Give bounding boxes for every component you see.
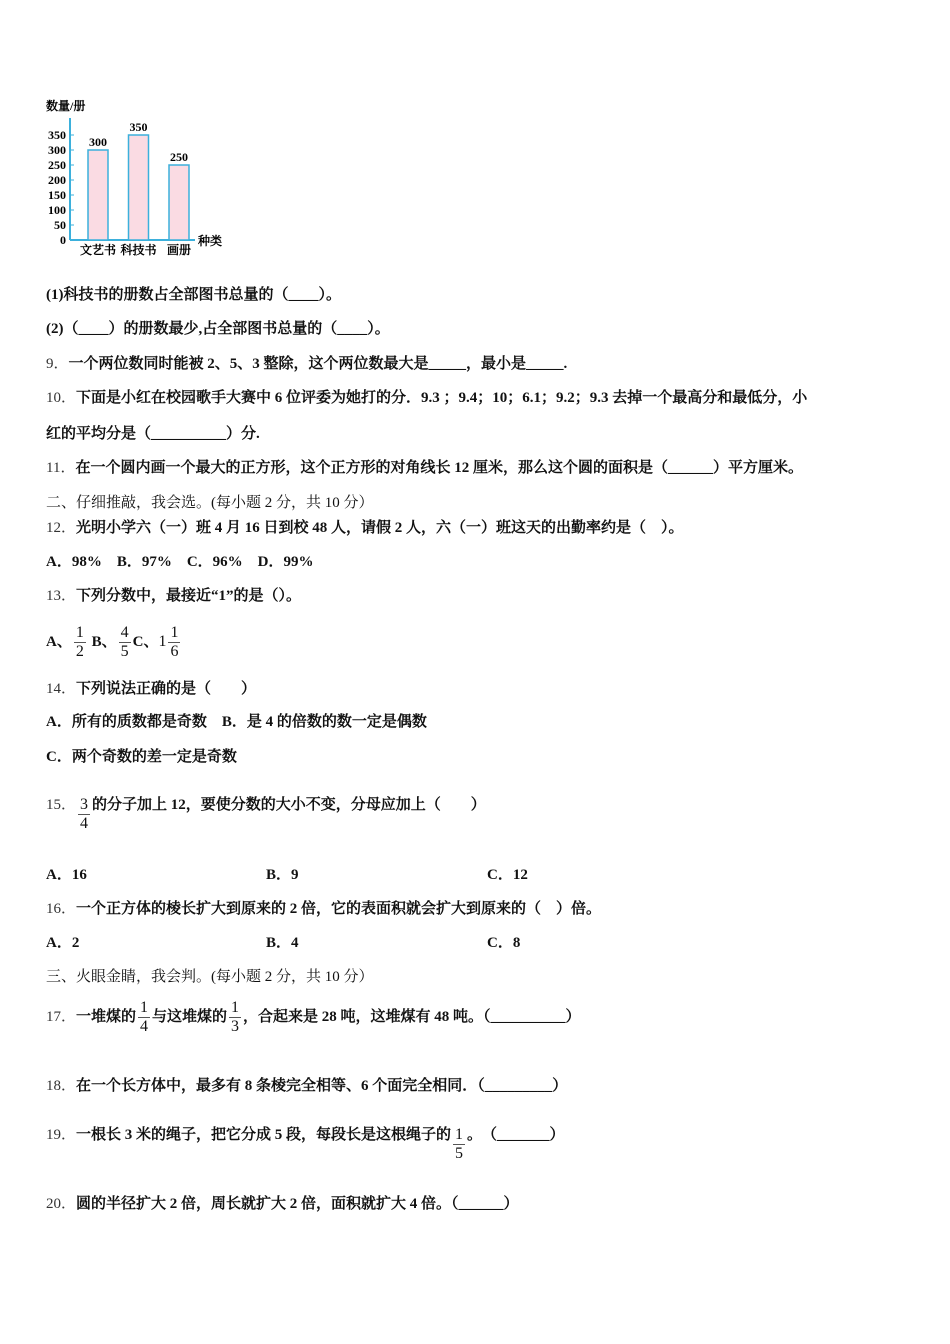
q-text: 下列说法正确的是（ ） xyxy=(76,681,257,697)
question-19 xyxy=(46,1115,565,1162)
q16-option-b: B．4 xyxy=(266,935,299,951)
q-number: 16． xyxy=(46,901,77,917)
fraction xyxy=(119,624,131,661)
question-12 xyxy=(46,518,684,538)
q-text: 光明小学六（一）班 4 月 16 日到校 48 人，请假 2 人，六（一）班这天的出勤率约是（ ）。 xyxy=(76,520,684,536)
q-number: 13． xyxy=(46,588,77,604)
numerator: 1 xyxy=(140,999,149,1017)
q-text: 一堆煤的 xyxy=(76,1009,137,1025)
q-number: 15． xyxy=(46,797,77,813)
q-text: 在一个圆内画一个最大的正方形，这个正方形的对角线长 12 厘米，那么这个圆的面积是（______）平方厘米。 xyxy=(75,460,803,476)
data-label: 250 xyxy=(170,150,188,164)
denominator: 5 xyxy=(455,1145,464,1162)
bar xyxy=(129,135,149,240)
q-text: 一个正方体的棱长扩大到原来的 2 倍，它的表面积就会扩大到原来的（ ）倍。 xyxy=(76,901,602,917)
q15-option-c: C．12 xyxy=(487,867,528,883)
numerator: 1 xyxy=(455,1126,464,1143)
q-number: 19． xyxy=(46,1127,77,1143)
y-tick-label: 200 xyxy=(48,173,66,187)
question-15 xyxy=(46,785,486,832)
question-9 xyxy=(46,354,567,374)
question-17 xyxy=(46,997,581,1037)
option-b-label: B、 xyxy=(91,634,117,650)
y-tick-label: 250 xyxy=(48,158,66,172)
y-axis-label: 数量/册 xyxy=(46,99,86,113)
q16-option-a: A．2 xyxy=(46,935,80,951)
question-10 xyxy=(46,388,807,408)
q8-part2: (2)（____）的册数最少,占全部图书总量的（____）。 xyxy=(46,321,390,337)
data-label: 300 xyxy=(89,135,107,149)
fraction xyxy=(138,999,150,1036)
fraction xyxy=(168,624,180,661)
q-text: 一个两位数同时能被 2、5、3 整除，这个两位数最大是_____，最小是_____. xyxy=(68,356,568,372)
numerator: 1 xyxy=(75,624,84,642)
q-text: 与这堆煤的 xyxy=(152,1009,228,1025)
x-tick-label: 文艺书 xyxy=(79,243,117,257)
bar xyxy=(169,165,189,240)
q-number: 9． xyxy=(46,356,69,372)
denominator: 6 xyxy=(170,643,179,661)
data-label: 350 xyxy=(129,120,148,134)
fraction xyxy=(78,796,90,833)
q-number: 18． xyxy=(46,1078,77,1094)
option-a-label: A、 xyxy=(46,634,72,650)
q-number: 17． xyxy=(46,1009,77,1025)
denominator: 4 xyxy=(80,815,89,832)
section-2-heading: 二、仔细推敲，我会选。(每小题 2 分，共 10 分） xyxy=(46,495,374,511)
q-number: 11． xyxy=(46,460,76,476)
y-tick-label: 300 xyxy=(48,143,66,157)
y-tick-label: 0 xyxy=(60,233,66,247)
q-number: 20． xyxy=(46,1196,77,1212)
section-3-heading: 三、火眼金睛，我会判。(每小题 2 分，共 10 分） xyxy=(46,969,374,985)
whole-number: 1 xyxy=(158,633,167,650)
fraction xyxy=(229,999,241,1036)
denominator: 4 xyxy=(140,1018,149,1036)
x-tick-label: 画册 xyxy=(166,243,192,257)
q-text: 一根长 3 米的绳子，把它分成 5 段，每段长是这根绳子的 xyxy=(76,1127,452,1143)
question-14 xyxy=(46,679,256,699)
question-18 xyxy=(46,1076,567,1096)
denominator: 5 xyxy=(120,643,129,661)
x-tick-label: 科技书 xyxy=(120,243,157,257)
numerator: 4 xyxy=(120,624,129,642)
q14-options-ab: A．所有的质数都是奇数 B．是 4 的倍数的数一定是偶数 xyxy=(46,714,427,730)
numerator: 3 xyxy=(80,796,89,813)
y-tick-label: 100 xyxy=(48,203,66,217)
q-number: 10． xyxy=(46,390,77,406)
denominator: 3 xyxy=(231,1018,240,1036)
question-20 xyxy=(46,1194,519,1214)
q16-option-c: C．8 xyxy=(487,935,521,951)
q8-part1: (1)科技书的册数占全部图书总量的（____）。 xyxy=(46,287,341,303)
q-text: ，合起来是 28 吨，这堆煤有 48 吨。（__________） xyxy=(243,1009,581,1025)
bar-chart xyxy=(40,90,240,260)
q13-options xyxy=(46,622,182,662)
bar xyxy=(88,150,108,240)
q15-option-a: A．16 xyxy=(46,867,87,883)
q15-option-b: B．9 xyxy=(266,867,299,883)
question-16 xyxy=(46,899,601,919)
q-text: 下列分数中，最接近“1”的是（）。 xyxy=(76,588,302,604)
question-13 xyxy=(46,586,301,606)
q-text: 的分子加上 12，要使分数的大小不变，分母应加上（ ） xyxy=(92,797,486,813)
question-10-cont: 红的平均分是（__________）分. xyxy=(46,426,260,442)
q-text: 。 （_______） xyxy=(467,1127,565,1143)
numerator: 1 xyxy=(231,999,240,1017)
q12-options: A．98% B．97% C．96% D．99% xyxy=(46,554,314,570)
q-number: 14． xyxy=(46,681,77,697)
fraction xyxy=(453,1126,465,1163)
y-tick-label: 50 xyxy=(54,218,66,232)
y-tick-label: 350 xyxy=(48,128,66,142)
q-number: 12． xyxy=(46,520,77,536)
y-tick-label: 150 xyxy=(48,188,66,202)
question-11 xyxy=(46,458,803,478)
q-text: 下面是小红在校园歌手大赛中 6 位评委为她打的分．9.3 ；9.4；10；6.1；9.2；9.3 去掉一个最高分和最低分，小 xyxy=(76,390,808,406)
q-text: 在一个长方体中，最多有 8 条棱完全相等、6 个面完全相同．（_________） xyxy=(76,1078,568,1094)
fraction xyxy=(74,624,86,661)
x-axis-label: 种类 xyxy=(198,234,223,248)
q-text: 圆的半径扩大 2 倍，周长就扩大 2 倍，面积就扩大 4 倍。（______） xyxy=(76,1196,519,1212)
q14-option-c: C．两个奇数的差一定是奇数 xyxy=(46,749,237,765)
denominator: 2 xyxy=(75,643,84,661)
option-c-label: C、 xyxy=(132,634,159,650)
numerator: 1 xyxy=(170,624,179,642)
